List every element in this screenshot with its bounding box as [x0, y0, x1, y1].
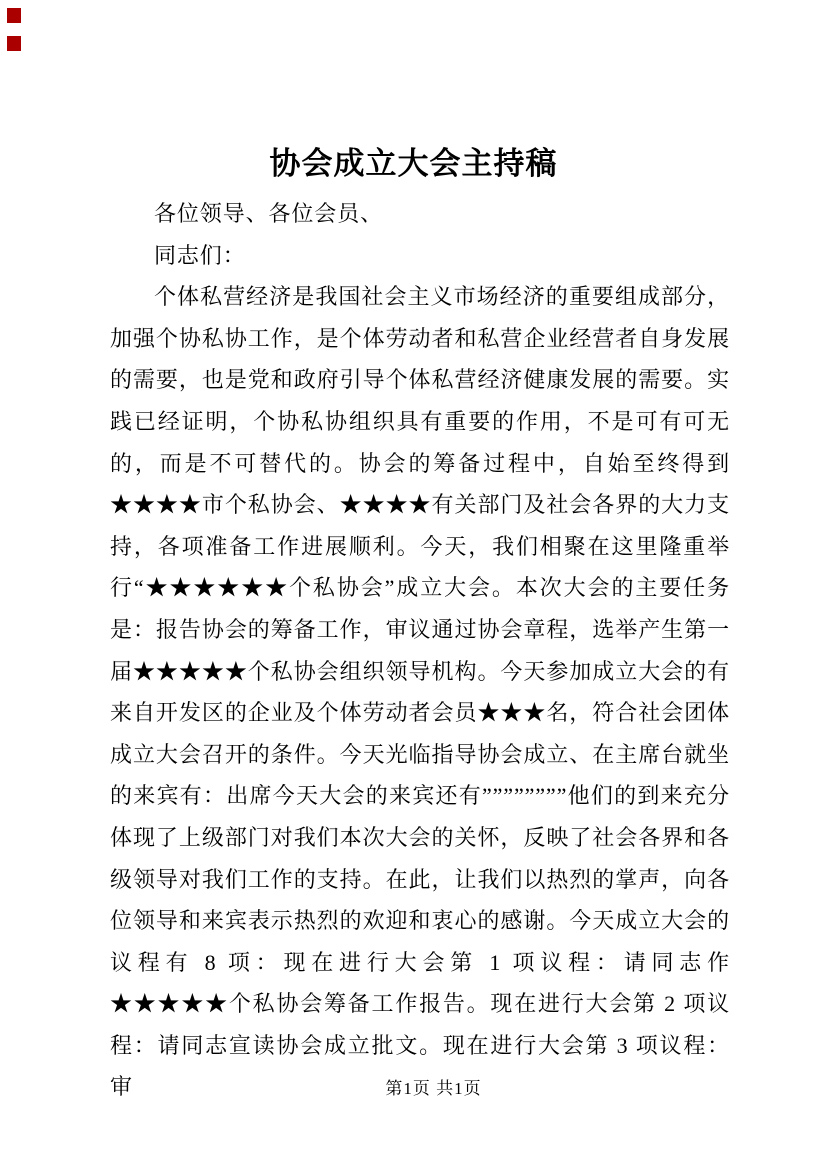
- paragraph-salutation-comrades: 同志们：: [154, 242, 246, 268]
- paragraph-main-text: 个体私营经济是我国社会主义市场经济的重要组成部分，加强个协私协工作，是个体劳动者和私营企业经营者自身发展的需要，也是党和政府引导个体私营经济健康发展的需要。实践已经证明，个协私协组织具有重要的作用，不是可有可无的，而是不可替代的。协会的筹备过程中，自始至终得到★★★★市个私协会、★★★★有关部门及社会各界的大力支持，各项准备工作进展顺利。今天，我们相聚在这里隆重举行“★★★★★★个私协会”成立大会。本次大会的主要任务是：报告协会的筹备工作，审议通过协会章程，选举产生第一届★★★★★个私协会组织领导机构。今天参加成立大会的有来自开发区的企业及个体劳动者会员★★★名，符合社会团体成立大会召开的条件。今天光临指导协会成立、在主席台就坐的来宾有：出席今天大会的来宾还有””””””””他们的到来充分体现了上级部门对我们本次大会的关怀，反映了社会各界和各级领导对我们工作的支持。在此，让我们以热烈的掌声，向各位领导和来宾表示热烈的欢迎和衷心的感谢。今天成立大会的议程有 8 项：现在进行大会第 1 项议程：请同志作★★★★★个私协会筹备工作报告。现在进行大会第 2 项议程：请同志宣读协会成立批文。现在进行大会第 3 项议程：审: [110, 284, 730, 1100]
- corner-mark-bottom: [7, 36, 21, 51]
- paragraph-salutation-members: 各位领导、各位会员、: [154, 201, 384, 226]
- document-title: 协会成立大会主持稿: [269, 146, 558, 181]
- document-body: [110, 193, 730, 1108]
- page-number-footer: 第1页 共1页: [385, 1079, 482, 1098]
- corner-mark-top: [7, 8, 21, 23]
